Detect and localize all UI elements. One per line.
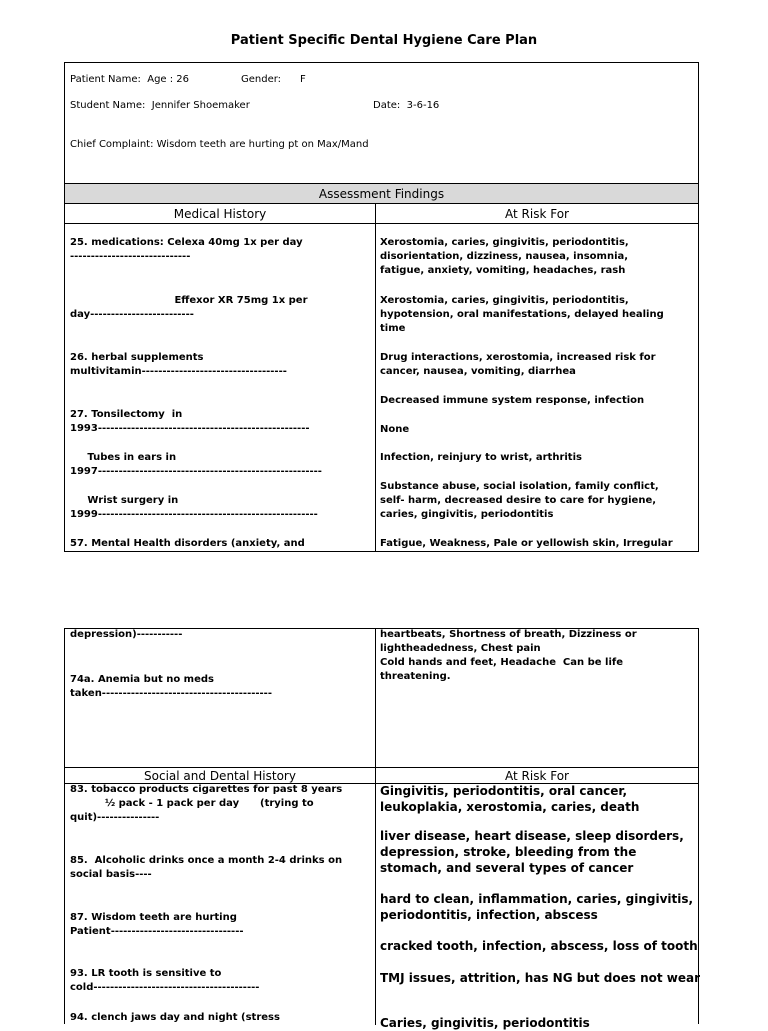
med-row-6-right: Infection, reinjury to wrist, arthritis [380, 452, 582, 463]
patient-name-age: Patient Name: Age : 26 [70, 74, 190, 85]
med-row-8-right: Fatigue, Weakness, Pale or yellowish skin, Irregular [380, 538, 673, 549]
social-row-2-left: 85. Alcoholic drinks once a month 2-4 drinks on social basis---- [70, 855, 343, 880]
social-row-2-right: liver disease, heart disease, sleep disorders, depression, stroke, bleeding from the stomach, and several types of cancer [380, 829, 684, 875]
social-row-1-right: Gingivitis, periodontitis, oral cancer, leukoplakia, xerostomia, caries, death [380, 784, 640, 814]
med-cont-left: depression)----------- [70, 629, 183, 640]
social-row-6-left: 94. clench jaws day and night (stress [70, 1012, 280, 1023]
assessment-findings-title: Assessment Findings [318, 187, 445, 201]
med-row-5-left: 27. Tonsilectomy in 1993--------------------------------------------------- [70, 409, 310, 434]
social-row-1-left: 83. tobacco products cigarettes for past 8 years ½ pack - 1 pack per day (trying to quit)--------------- [70, 784, 343, 823]
social-row-6-right: Caries, gingivitis, periodontitis [380, 1016, 590, 1030]
gender-label: Gender: [241, 74, 282, 85]
social-at-risk-header: At Risk For [505, 769, 569, 783]
med-row-3-right: Drug interactions, xerostomia, increased risk for cancer, nausea, vomiting, diarrhea [380, 352, 656, 377]
med-row-8-left: 57. Mental Health disorders (anxiety, and [70, 538, 305, 549]
social-row-5-left: 93. LR tooth is sensitive to cold---------------------------------------- [70, 968, 260, 993]
date: Date: 3-6-16 [373, 100, 440, 111]
med-row-1-right: Xerostomia, caries, gingivitis, periodontitis, disorientation, dizziness, nausea, insomnia, fatigue, anxiety, vomiting, headaches, rash [380, 237, 629, 276]
med-cont-right: heartbeats, Shortness of breath, Dizziness or lightheadedness, Chest pain Cold hands and feet, Headache Can be life threatening. [380, 629, 637, 682]
at-risk-header: At Risk For [505, 207, 569, 221]
med-row-4-right: Decreased immune system response, infection [380, 395, 645, 406]
social-row-4-right: cracked tooth, infection, abscess, loss of tooth [380, 939, 698, 953]
med-row-5-right: None [380, 424, 410, 435]
med-row-3-left: 26. herbal supplements multivitamin----------------------------------- [70, 352, 287, 377]
care-plan-table-page-2 [64, 628, 701, 1030]
med-row-7-right: Substance abuse, social isolation, family conflict, self- harm, decreased desire to care for hygiene, caries, gingivitis, periodontitis [380, 481, 659, 520]
med-row-2-left: Effexor XR 75mg 1x per day------------------------- [70, 295, 308, 320]
medical-history-header: Medical History [173, 207, 267, 221]
gender-value: F [300, 74, 306, 85]
med-row-7-left: Wrist surgery in 1999----------------------------------------------------- [70, 495, 318, 520]
student-name: Student Name: Jennifer Shoemaker [70, 100, 250, 111]
social-dental-history-header: Social and Dental History [144, 769, 296, 783]
anemia-left: 74a. Anemia but no meds taken----------------------------------------- [70, 674, 272, 699]
med-row-1-left: 25. medications: Celexa 40mg 1x per day ----------------------------- [70, 237, 303, 262]
page-title: Patient Specific Dental Hygiene Care Plan [230, 33, 538, 48]
social-row-3-right: hard to clean, inflammation, caries, gingivitis, periodontitis, infection, abscess [380, 892, 694, 922]
chief-complaint: Chief Complaint: Wisdom teeth are hurting pt on Max/Mand [70, 139, 369, 150]
care-plan-table-page-1 [64, 62, 699, 552]
social-row-3-left: 87. Wisdom teeth are hurting Patient-------------------------------- [70, 912, 244, 937]
social-row-5-right: TMJ issues, attrition, has NG but does not wear [380, 971, 701, 985]
med-row-2-right: Xerostomia, caries, gingivitis, periodontitis, hypotension, oral manifestations, delayed healing time [380, 295, 664, 334]
med-row-6-left: Tubes in ears in 1997------------------------------------------------------ [70, 452, 322, 477]
